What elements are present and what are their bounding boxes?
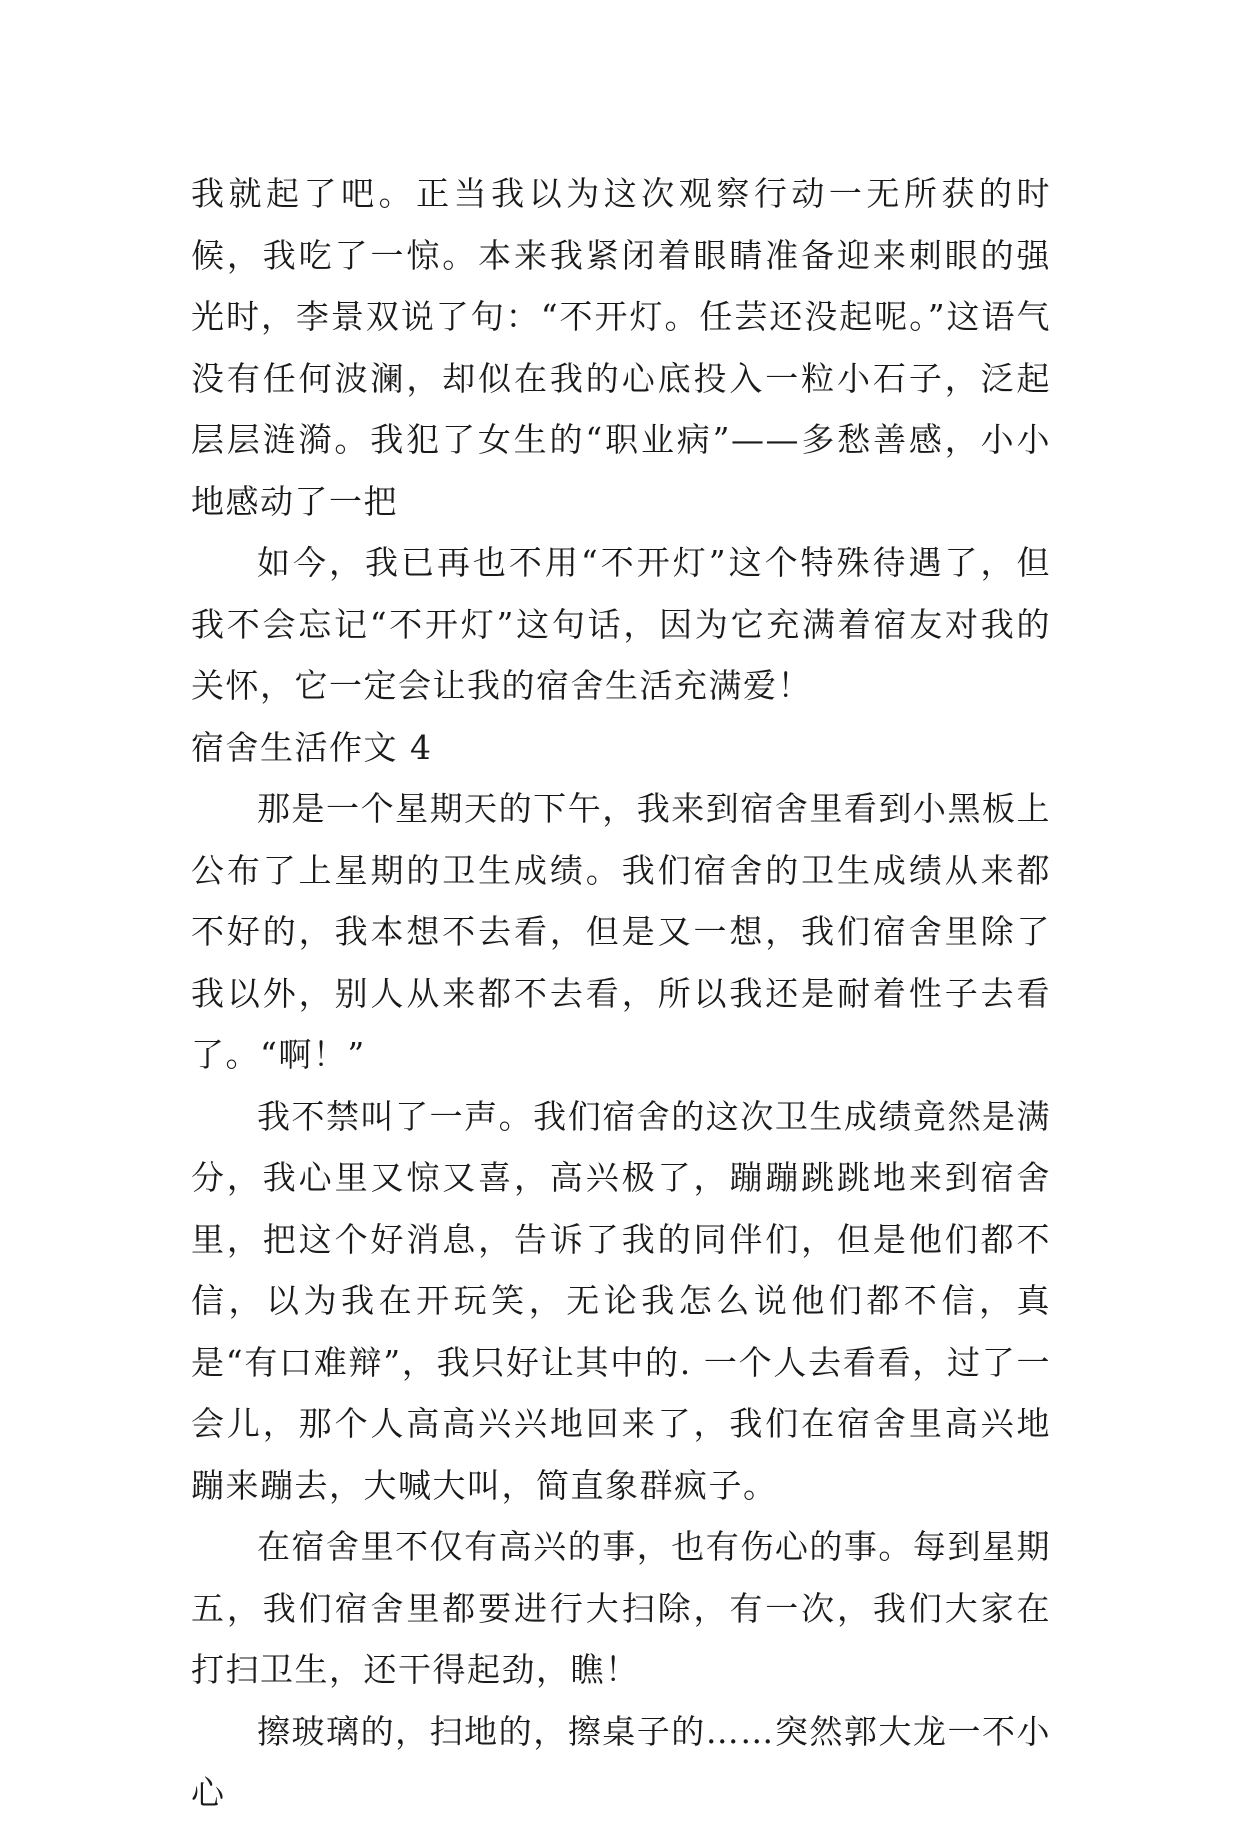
paragraph: 那是一个星期天的下午，我来到宿舍里看到小黑板上公布了上星期的卫生成绩。我们宿舍的卫生成绩从来都不好的，我本想不去看，但是又一想，我们宿舍里除了我以外，别人从来都不去看，所以我还是耐着性子去看了。“啊！” [191,789,1051,1074]
section-title: 宿舍生活作文 4 [191,727,433,767]
document-body [191,163,1051,1824]
paragraph: 我不禁叫了一声。我们宿舍的这次卫生成绩竟然是满分，我心里又惊又喜，高兴极了，蹦蹦跳跳地来到宿舍里，把这个好消息，告诉了我的同伴们，但是他们都不信，以为我在开玩笑，无论我怎么说他们都不信，真是“有口难辩”，我只好让其中的. 一个人去看看，过了一会儿，那个人高高兴兴地回来了，我们在宿舍里高兴地蹦来蹦去，大喊大叫，简直象群疯子。 [191,1096,1051,1505]
paragraph: 如今，我已再也不用“不开灯”这个特殊待遇了，但我不会忘记“不开灯”这句话，因为它充满着宿友对我的关怀，它一定会让我的宿舍生活充满爱！ [191,543,1051,705]
paragraph: 我就起了吧。正当我以为这次观察行动一无所获的时候，我吃了一惊。本来我紧闭着眼睛准备迎来刺眼的强光时，李景双说了句：“不开灯。任芸还没起呢。”这语气没有任何波澜，却似在我的心底投入一粒小石子，泛起层层涟漪。我犯了女生的“职业病”——多愁善感，小小地感动了一把 [191,174,1051,521]
paragraph: 擦玻璃的，扫地的，擦桌子的……突然郭大龙一不小心 [191,1711,1051,1812]
paragraph: 在宿舍里不仅有高兴的事，也有伤心的事。每到星期五，我们宿舍里都要进行大扫除，有一次，我们大家在打扫卫生，还干得起劲，瞧！ [191,1527,1051,1689]
